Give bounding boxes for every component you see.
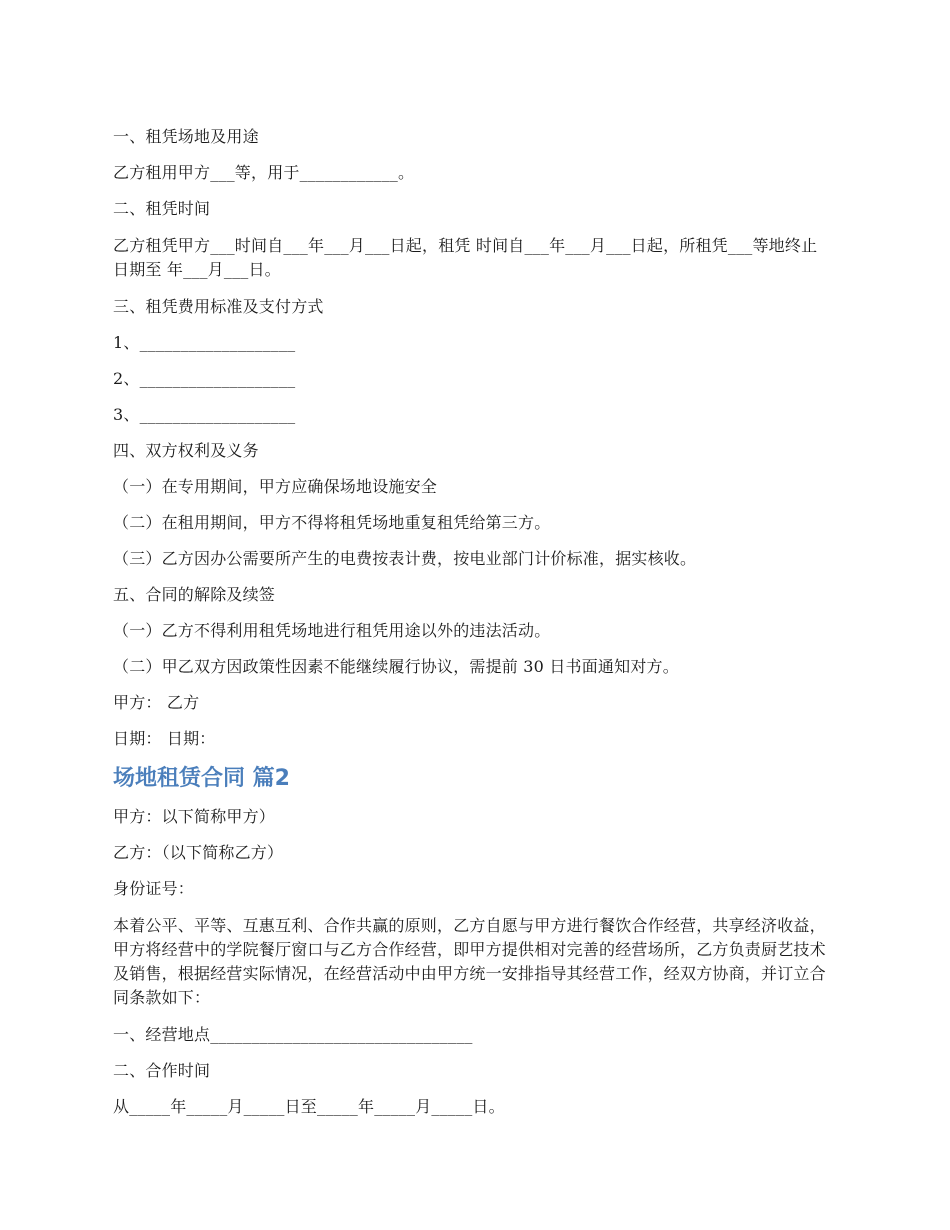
document-title-part-2: 场地租赁合同 篇2 [113,766,290,791]
paragraph-lease-term: 乙方租凭甲方___时间自___年___月___日起，租凭 时间自___年___月___日起，所租凭___等地终止日期至 年___月___日。 [113,236,818,279]
list-item-fee-3: 3、___________________ [113,405,296,424]
paragraph-site-use: 乙方租用甲方___等，用于____________。 [113,163,415,182]
section-heading-location: 一、经营地点________________________________ [113,1025,473,1044]
paragraph-cooperation-term: 从_____年_____月_____日至_____年_____月_____日。 [113,1097,505,1116]
clause-rights-1: （一）在专用期间，甲方应确保场地设施安全 [113,477,438,496]
signature-parties: 甲方： 乙方 [113,693,200,712]
section-heading-fees: 三、租凭费用标准及支付方式 [113,297,324,316]
signature-dates: 日期： 日期： [113,729,216,748]
list-item-fee-2: 2、___________________ [113,369,296,388]
document-page [113,126,833,1132]
party-b-line: 乙方：（以下简称乙方） [113,843,284,862]
preamble-paragraph: 本着公平、平等、互惠互利、合作共赢的原则，乙方自愿与甲方进行餐饮合作经营，共享经济收益，甲方将经营中的学院餐厅窗口与乙方合作经营，即甲方提供相对完善的经营场所，乙方负责厨艺技术及销售，根据经营实际情况，在经营活动中由甲方统一安排指导其经营工作，经双方协商，并订立合同条款如下： [113,916,826,1007]
section-heading-termination: 五、合同的解除及续签 [113,585,276,604]
clause-rights-3: （三）乙方因办公需要所产生的电费按表计费，按电业部门计价标准，据实核收。 [113,549,697,568]
party-a-line: 甲方：以下简称甲方） [113,807,276,826]
section-heading-rights: 四、双方权利及义务 [113,441,259,460]
section-heading-site-use: 一、租凭场地及用途 [113,127,259,146]
clause-termination-2: （二）甲乙双方因政策性因素不能继续履行协议，需提前 30 日书面通知对方。 [113,657,679,676]
section-heading-cooperation-term: 二、合作时间 [113,1061,211,1080]
list-item-fee-1: 1、___________________ [113,333,296,352]
clause-termination-1: （一）乙方不得利用租凭场地进行租凭用途以外的违法活动。 [113,621,551,640]
section-heading-lease-term: 二、租凭时间 [113,199,211,218]
id-number-line: 身份证号： [113,879,195,898]
clause-rights-2: （二）在租用期间，甲方不得将租凭场地重复租凭给第三方。 [113,513,551,532]
